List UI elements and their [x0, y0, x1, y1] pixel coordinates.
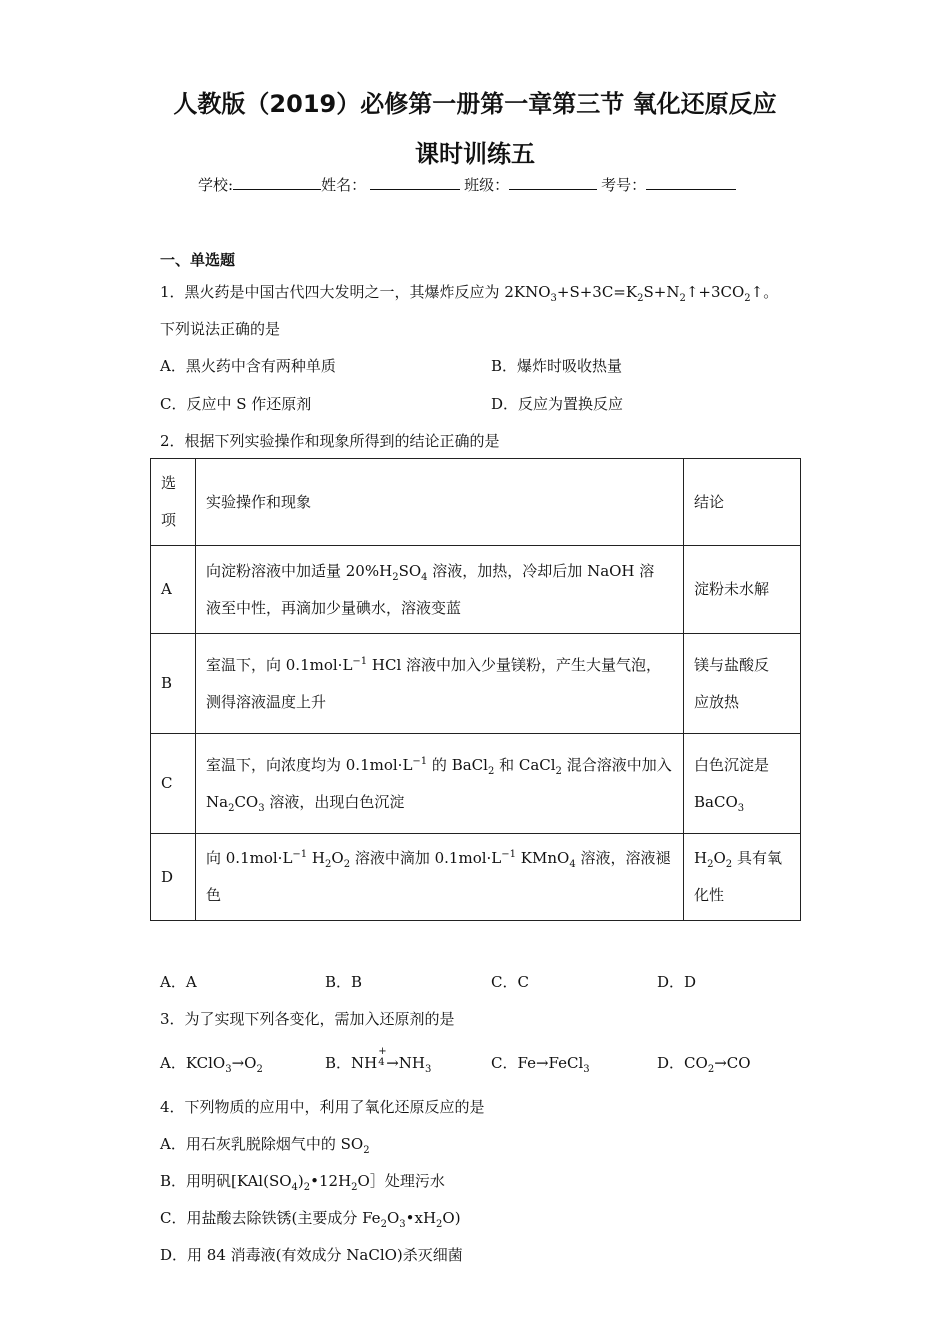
- class-field[interactable]: [509, 175, 597, 190]
- row-conclusion: 白色沉淀是 BaCO$_3$: [684, 734, 801, 834]
- header-option: 选 项: [151, 459, 196, 546]
- q1-option-a[interactable]: A．黑火药中含有两种单质: [160, 357, 336, 375]
- q4-option-c[interactable]: C．用盐酸去除铁锈(主要成分 $Fe_2O_3•xH_2O$): [160, 1209, 461, 1230]
- table-row: [151, 546, 801, 634]
- q2-answer-c[interactable]: C．C: [491, 973, 529, 991]
- name-field[interactable]: [370, 175, 460, 190]
- q2-stem: 2．根据下列实验操作和现象所得到的结论正确的是: [160, 432, 500, 450]
- section-title: 一、单选题: [160, 251, 236, 269]
- experiment-table: [150, 458, 801, 921]
- exam-no-field[interactable]: [646, 175, 736, 190]
- q4-option-b[interactable]: B．用明矾[$KAl(SO_4)_2•12H_2O]$处理污水: [160, 1172, 445, 1193]
- header-conclusion: 结论: [684, 459, 801, 546]
- q2-answer-a[interactable]: A．A: [160, 973, 197, 991]
- q2-answer-d[interactable]: D．D: [657, 973, 697, 991]
- row-operation: 室温下，向浓度均为 $0.1mol\cdot L^{-1}$ 的 BaCl$_2$ 和 CaCl$_2$ 混合溶液中加入 $Na_2CO_3$ 溶液，出现白色沉淀: [196, 734, 684, 834]
- table-row: [151, 734, 801, 834]
- name-label: 姓名：: [321, 176, 367, 194]
- row-option: C: [151, 734, 196, 834]
- student-info-line: [198, 174, 736, 195]
- q1-option-c[interactable]: C．反应中 S 作还原剂: [160, 395, 312, 413]
- q3-stem: 3．为了实现下列各变化，需加入还原剂的是: [160, 1010, 455, 1028]
- table-row: [151, 834, 801, 921]
- paper-subtitle: 课时训练五: [415, 140, 535, 168]
- row-operation: 向淀粉溶液中加适量 $20\%H_2SO_4$ 溶液，加热，冷却后加 NaOH 溶 液至中性，再滴加少量碘水，溶液变蓝: [196, 546, 684, 634]
- q3-option-a[interactable]: A．$KClO_3\to O_2$: [160, 1054, 263, 1075]
- q3-option-c[interactable]: C．Fe→FeCl$_3$: [491, 1054, 590, 1075]
- row-option: D: [151, 834, 196, 921]
- school-label: 学校:: [198, 176, 234, 194]
- q1-option-b[interactable]: B．爆炸时吸收热量: [491, 357, 623, 375]
- row-conclusion: 镁与盐酸反 应放热: [684, 634, 801, 734]
- school-field[interactable]: [233, 175, 321, 190]
- row-operation: 室温下，向 $0.1mol\cdot L^{-1}$ HCl 溶液中加入少量镁粉，产生大量气泡， 测得溶液温度上升: [196, 634, 684, 734]
- row-conclusion: 淀粉未水解: [684, 546, 801, 634]
- table-header-row: [151, 459, 801, 546]
- q1-stem-cont: 下列说法正确的是: [160, 320, 281, 338]
- q1-option-d[interactable]: D．反应为置换反应: [491, 395, 624, 413]
- row-option: A: [151, 546, 196, 634]
- q1-stem: 1．黑火药是中国古代四大发明之一，其爆炸反应为 $2KNO_3+S+3C=K_2S+N_2↑+3CO_2↑$。: [160, 283, 779, 304]
- row-option: B: [151, 634, 196, 734]
- row-operation: 向 $0.1mol\cdot L^{-1}$ $H_2O_2$ 溶液中滴加 $0.1mol\cdot L^{-1}$ KMnO$_4$ 溶液，溶液褪色: [196, 834, 684, 921]
- table-row: [151, 634, 801, 734]
- q4-stem: 4．下列物质的应用中，利用了氧化还原反应的是: [160, 1098, 485, 1116]
- exam-no-label: 考号：: [601, 176, 647, 194]
- row-conclusion: $H_2O_2$ 具有氧 化性: [684, 834, 801, 921]
- q4-option-a[interactable]: A．用石灰乳脱除烟气中的 $SO_2$: [160, 1135, 370, 1156]
- q3-option-b[interactable]: B．NH + 4 $\to NH_3$: [325, 1046, 432, 1075]
- q3-option-d[interactable]: D．$CO_2\to CO$: [657, 1054, 751, 1075]
- class-label: 班级：: [464, 176, 510, 194]
- q4-option-d[interactable]: D．用 84 消毒液(有效成分 NaClO)杀灭细菌: [160, 1246, 463, 1264]
- header-operation: 实验操作和现象: [196, 459, 684, 546]
- q2-answer-b[interactable]: B．B: [325, 973, 363, 991]
- paper-title: 人教版（2019）必修第一册第一章第三节 氧化还原反应: [173, 90, 777, 118]
